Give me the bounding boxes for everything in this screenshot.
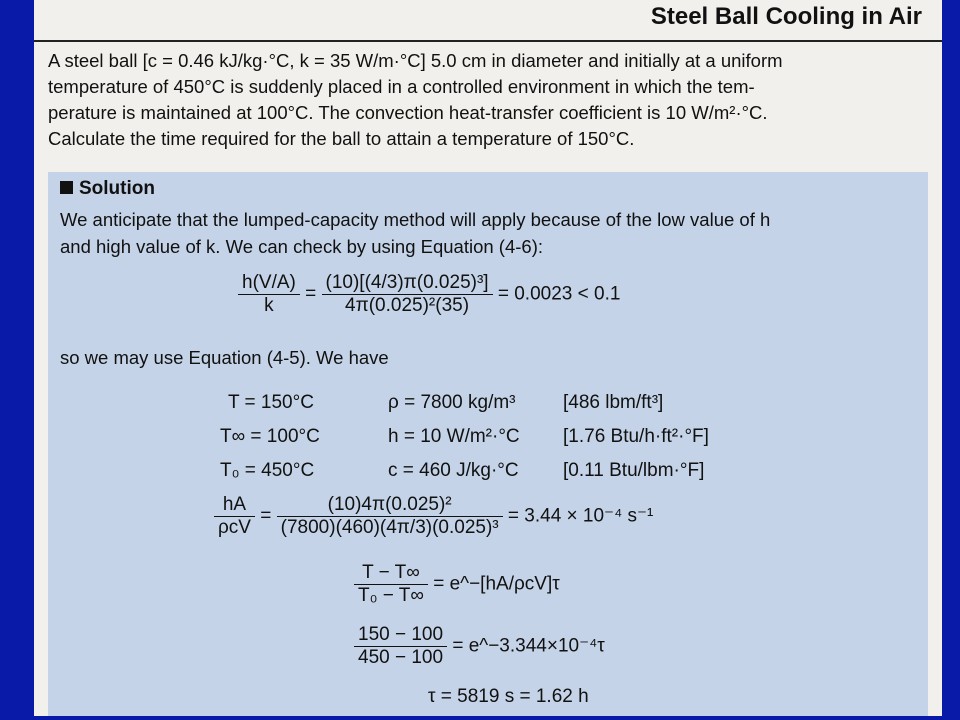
page-title: Steel Ball Cooling in Air bbox=[650, 3, 922, 30]
equation-numeric-ratio bbox=[354, 624, 605, 669]
solution-intro bbox=[60, 206, 920, 260]
numerator: (10)4π(0.025)² bbox=[277, 494, 503, 517]
denominator: (7800)(460)(4π/3)(0.025)³ bbox=[280, 517, 499, 538]
fraction-lhs bbox=[238, 272, 300, 317]
given-row bbox=[220, 460, 314, 482]
equation-temperature-ratio bbox=[354, 562, 560, 607]
denominator: T₀ − T∞ bbox=[358, 585, 424, 606]
given-row bbox=[388, 392, 516, 414]
given-lhs: T = 150°C bbox=[228, 392, 314, 413]
given-lhs: T∞ = 100°C bbox=[220, 426, 320, 447]
given-rhs: [1.76 Btu/h·ft²·°F] bbox=[563, 426, 709, 447]
intro-line: We anticipate that the lumped-capacity method will apply because of the low value of h bbox=[60, 209, 771, 230]
problem-line: perature is maintained at 100°C. The convection heat-transfer coefficient is 10 W/m²·°C. bbox=[48, 102, 768, 123]
given-row bbox=[563, 392, 663, 414]
given-row bbox=[228, 392, 314, 414]
solution-heading-text: Solution bbox=[79, 178, 155, 199]
denominator: k bbox=[264, 295, 274, 316]
result: = 3.44 × 10⁻⁴ s⁻¹ bbox=[507, 505, 654, 527]
so-line: so we may use Equation (4-5). We have bbox=[60, 347, 389, 368]
given-row bbox=[220, 426, 320, 448]
problem-line: A steel ball [c = 0.46 kJ/kg·°C, k = 35 W/m·°C] 5.0 cm in diameter and initially at a uniform bbox=[48, 50, 783, 71]
solution-box bbox=[48, 172, 928, 716]
intro-line: and high value of k. We can check by using Equation (4-6): bbox=[60, 236, 543, 257]
rhs: = e^−3.344×10⁻⁴τ bbox=[452, 635, 605, 657]
fraction-lhs bbox=[354, 624, 447, 669]
fraction-lhs bbox=[354, 562, 428, 607]
given-row bbox=[563, 426, 709, 448]
problem-line: temperature of 450°C is suddenly placed in a controlled environment in which the tem- bbox=[48, 76, 755, 97]
numerator: (10)[(4/3)π(0.025)³] bbox=[322, 272, 493, 295]
given-row bbox=[563, 460, 704, 482]
given-mid: h = 10 W/m²·°C bbox=[388, 426, 520, 447]
equation-ha-over-rhocv: $\frac{hA}{\text{ρcV}}$ = $\frac{\text{(10)4π(0.025)²}}{\text{(7800)(460)(4π/3)(0.025)³}}$ = 3.44 × 10⁻⁴ s⁻¹ bbox=[214, 494, 653, 539]
fraction-lhs bbox=[214, 494, 255, 539]
given-rhs: [486 lbm/ft³] bbox=[563, 392, 664, 413]
numerator: hA bbox=[214, 494, 255, 517]
given-mid: c = 460 J/kg·°C bbox=[388, 460, 519, 481]
given-row bbox=[388, 426, 520, 448]
final-answer: τ = 5819 s = 1.62 h bbox=[428, 686, 589, 707]
textbook-page bbox=[34, 0, 942, 716]
problem-line: Calculate the time required for the ball to attain a temperature of 150°C. bbox=[48, 128, 635, 149]
title-bar bbox=[34, 0, 942, 42]
numerator: 150 − 100 bbox=[354, 624, 447, 647]
numerator: T − T∞ bbox=[354, 562, 428, 585]
problem-statement bbox=[48, 48, 928, 152]
fraction-mid bbox=[277, 494, 503, 539]
given-row bbox=[388, 460, 519, 482]
square-bullet-icon bbox=[60, 181, 73, 194]
given-lhs: T₀ = 450°C bbox=[220, 460, 315, 481]
result: = 0.0023 < 0.1 bbox=[497, 283, 621, 305]
given-mid: ρ = 7800 kg/m³ bbox=[388, 392, 516, 413]
denominator: 450 − 100 bbox=[358, 647, 444, 668]
rhs: = e^−[hA/ρcV]τ bbox=[433, 573, 560, 595]
numerator: h(V/A) bbox=[238, 272, 300, 295]
solution-heading bbox=[60, 178, 155, 200]
denominator: ρcV bbox=[218, 517, 251, 538]
equation-biot-check: $\frac{h(V/A)}{k}$ = $\frac{\text{(10)[(4/3)π(0.025)³]}}{\text{4π(0.025)²(35)}}$ = 0.0023 < 0.1 bbox=[238, 272, 620, 317]
denominator: 4π(0.025)²(35) bbox=[345, 295, 470, 316]
given-rhs: [0.11 Btu/lbm·°F] bbox=[563, 460, 705, 481]
fraction-mid bbox=[322, 272, 493, 317]
